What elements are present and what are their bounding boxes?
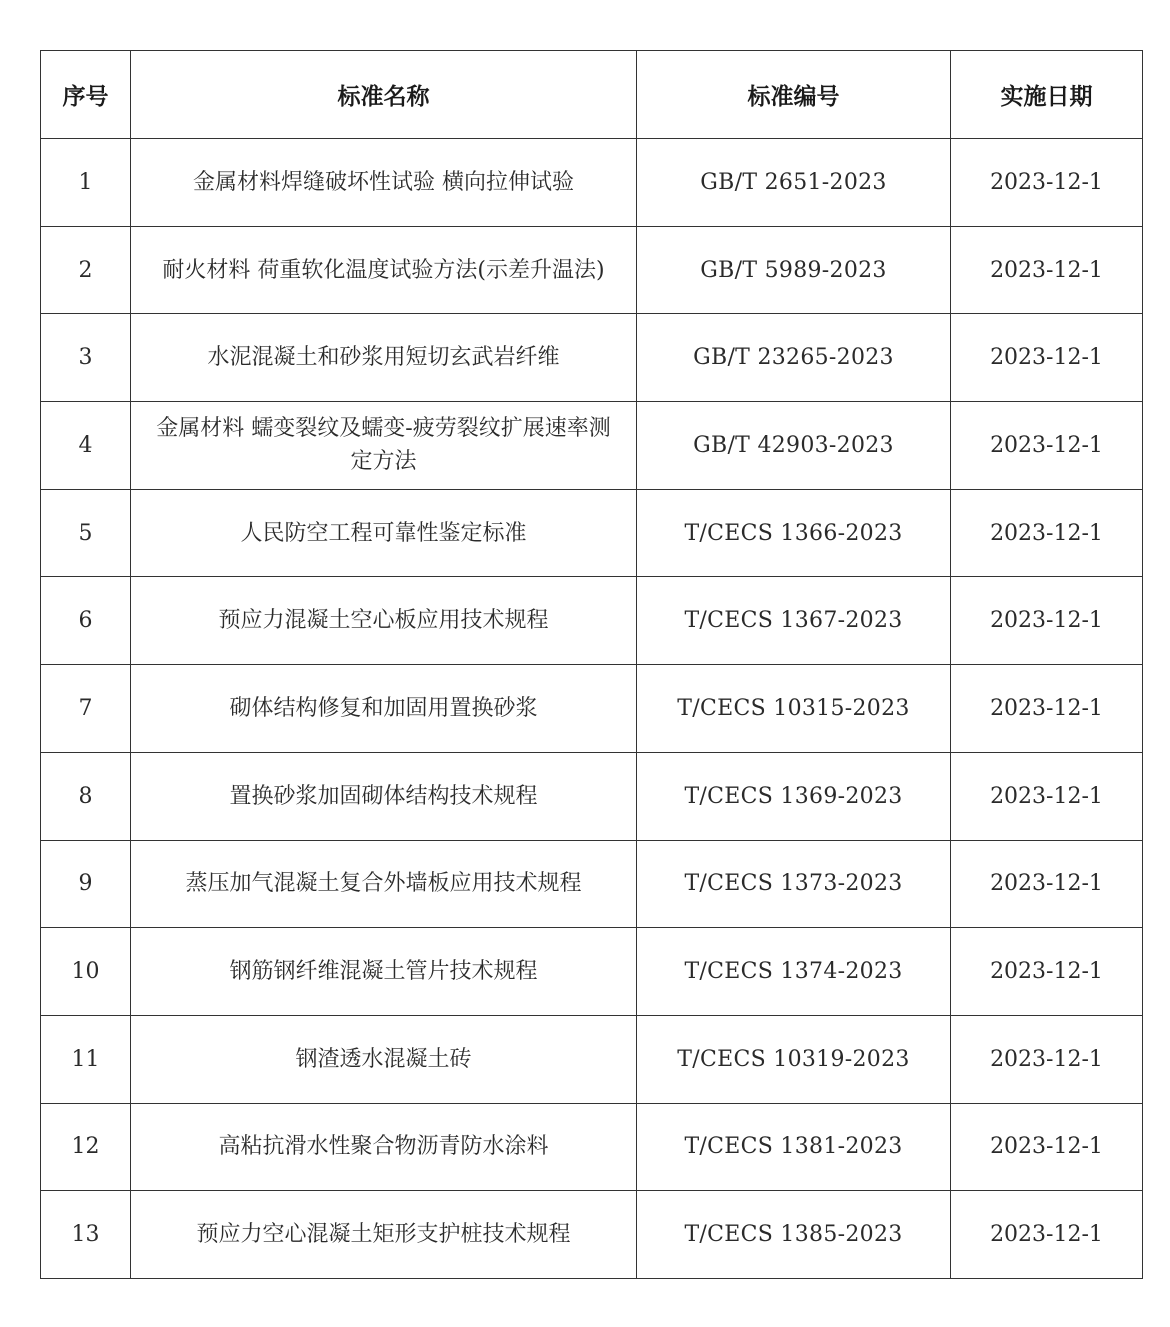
row-effective-date: 2023-12-1	[951, 314, 1143, 402]
row-index: 10	[41, 928, 131, 1016]
header-date: 实施日期	[951, 51, 1143, 139]
row-standard-code: T/CECS 1385-2023	[637, 1191, 951, 1279]
row-standard-code: T/CECS 1366-2023	[637, 489, 951, 577]
table-row	[41, 226, 1143, 314]
row-index: 1	[41, 139, 131, 227]
row-effective-date: 2023-12-1	[951, 928, 1143, 1016]
row-effective-date: 2023-12-1	[951, 139, 1143, 227]
row-standard-name: 置换砂浆加固砌体结构技术规程	[131, 752, 637, 840]
row-standard-code: GB/T 23265-2023	[637, 314, 951, 402]
row-effective-date: 2023-12-1	[951, 1191, 1143, 1279]
row-standard-name: 人民防空工程可靠性鉴定标准	[131, 489, 637, 577]
table-header	[41, 51, 1143, 139]
row-standard-code: GB/T 5989-2023	[637, 226, 951, 314]
row-standard-name: 金属材料 蠕变裂纹及蠕变-疲劳裂纹扩展速率测定方法	[131, 402, 637, 490]
row-index: 5	[41, 489, 131, 577]
row-standard-name: 蒸压加气混凝土复合外墙板应用技术规程	[131, 840, 637, 928]
row-standard-code: T/CECS 1381-2023	[637, 1103, 951, 1191]
row-standard-code: T/CECS 1373-2023	[637, 840, 951, 928]
row-standard-name: 水泥混凝土和砂浆用短切玄武岩纤维	[131, 314, 637, 402]
row-standard-name: 砌体结构修复和加固用置换砂浆	[131, 665, 637, 753]
row-index: 6	[41, 577, 131, 665]
row-index: 9	[41, 840, 131, 928]
row-standard-code: T/CECS 1374-2023	[637, 928, 951, 1016]
row-index: 12	[41, 1103, 131, 1191]
table-row	[41, 489, 1143, 577]
row-standard-code: T/CECS 1367-2023	[637, 577, 951, 665]
table-row	[41, 577, 1143, 665]
row-effective-date: 2023-12-1	[951, 1103, 1143, 1191]
standards-table	[40, 50, 1143, 1279]
header-code: 标准编号	[637, 51, 951, 139]
table-row	[41, 840, 1143, 928]
row-index: 11	[41, 1015, 131, 1103]
table-row	[41, 139, 1143, 227]
row-index: 8	[41, 752, 131, 840]
row-standard-code: T/CECS 1369-2023	[637, 752, 951, 840]
row-standard-name: 钢渣透水混凝土砖	[131, 1015, 637, 1103]
row-effective-date: 2023-12-1	[951, 489, 1143, 577]
table-row	[41, 752, 1143, 840]
row-effective-date: 2023-12-1	[951, 665, 1143, 753]
table-row	[41, 928, 1143, 1016]
row-standard-name: 耐火材料 荷重软化温度试验方法(示差升温法)	[131, 226, 637, 314]
row-standard-name: 预应力空心混凝土矩形支护桩技术规程	[131, 1191, 637, 1279]
row-index: 7	[41, 665, 131, 753]
row-effective-date: 2023-12-1	[951, 402, 1143, 490]
table-row	[41, 314, 1143, 402]
row-standard-name: 金属材料焊缝破坏性试验 横向拉伸试验	[131, 139, 637, 227]
header-row	[41, 51, 1143, 139]
row-index: 2	[41, 226, 131, 314]
row-index: 3	[41, 314, 131, 402]
row-standard-name: 高粘抗滑水性聚合物沥青防水涂料	[131, 1103, 637, 1191]
table-row	[41, 1103, 1143, 1191]
table-row	[41, 665, 1143, 753]
row-effective-date: 2023-12-1	[951, 1015, 1143, 1103]
row-standard-name: 钢筋钢纤维混凝土管片技术规程	[131, 928, 637, 1016]
row-standard-code: GB/T 2651-2023	[637, 139, 951, 227]
row-standard-code: T/CECS 10315-2023	[637, 665, 951, 753]
table-body	[41, 139, 1143, 1279]
row-standard-name: 预应力混凝土空心板应用技术规程	[131, 577, 637, 665]
row-effective-date: 2023-12-1	[951, 752, 1143, 840]
row-standard-code: GB/T 42903-2023	[637, 402, 951, 490]
row-index: 13	[41, 1191, 131, 1279]
row-effective-date: 2023-12-1	[951, 840, 1143, 928]
header-name: 标准名称	[131, 51, 637, 139]
table-row	[41, 1015, 1143, 1103]
table-row	[41, 402, 1143, 490]
row-standard-code: T/CECS 10319-2023	[637, 1015, 951, 1103]
header-index: 序号	[41, 51, 131, 139]
table-row	[41, 1191, 1143, 1279]
row-effective-date: 2023-12-1	[951, 577, 1143, 665]
row-effective-date: 2023-12-1	[951, 226, 1143, 314]
row-index: 4	[41, 402, 131, 490]
